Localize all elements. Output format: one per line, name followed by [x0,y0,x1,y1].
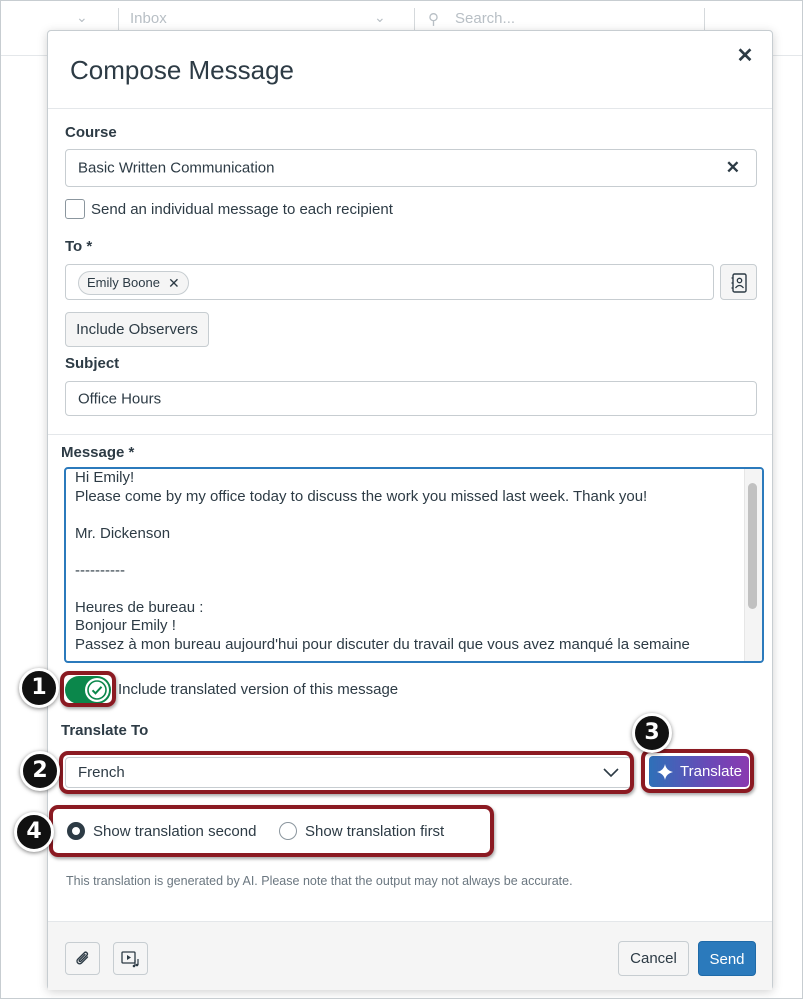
toggle-knob [85,678,109,702]
address-book-button[interactable] [720,264,757,300]
clear-icon[interactable]: ✕ [725,158,740,177]
course-value: Basic Written Communication [78,159,275,177]
subject-value: Office Hours [78,390,162,407]
checkmark-icon [85,678,109,702]
to-label: To * [65,238,93,255]
divider [704,8,705,30]
message-label: Message * [61,444,135,461]
show-translation-second-radio[interactable] [67,822,85,840]
language-value: French [78,764,125,781]
divider [414,8,415,30]
course-label: Course [65,124,117,141]
language-select[interactable] [65,757,632,788]
sparkle-icon [656,763,674,781]
modal-title: Compose Message [70,55,294,85]
message-scrollbar[interactable] [744,469,762,661]
recipients-input[interactable] [65,264,714,300]
show-translation-second-label: Show translation second [93,823,257,840]
include-observers-button[interactable]: Include Observers [65,312,209,347]
chevron-down-icon: ⌄ [76,9,88,25]
attach-file-button[interactable] [65,942,100,975]
recipient-name: Emily Boone [87,275,160,290]
callout-4: 4 [14,812,54,852]
message-textarea[interactable] [64,467,764,663]
modal-footer [48,921,772,990]
search-placeholder: Search... [455,10,516,27]
media-icon [120,949,142,969]
individual-message-checkbox[interactable] [65,199,85,219]
translate-button-label: Translate [680,763,742,780]
divider [48,434,772,435]
send-button[interactable]: Send [698,941,756,976]
show-translation-first-label: Show translation first [305,823,445,840]
close-icon[interactable]: ✕ [736,45,754,67]
callout-3: 3 [632,713,672,753]
chevron-down-icon: ⌄ [374,9,386,25]
compose-message-dialog [47,30,773,990]
subject-input[interactable] [65,381,757,416]
recipient-chip[interactable] [78,271,189,295]
translate-button[interactable] [649,756,749,787]
subject-label: Subject [65,355,120,372]
paperclip-icon [73,949,93,969]
callout-2: 2 [20,751,60,791]
course-select[interactable] [65,149,757,187]
chevron-down-icon [603,766,619,778]
translate-toggle[interactable] [65,676,111,704]
attach-media-button[interactable] [113,942,148,975]
modal-header [48,31,772,109]
translate-toggle-label: Include translated version of this message [118,681,399,698]
message-body: Hi Emily! Please come by my office today to discuss the work you missed last week. Thank you! Mr. Dickenson ---------- Heures de bureau : Bonjour Emily ! Passez à mon bureau aujourd'hui pour discuter du travail que vous avez manqué la semaine [75,469,690,653]
translate-to-label: Translate To [61,722,149,739]
address-book-icon [721,265,758,301]
scroll-thumb[interactable] [748,483,757,609]
cancel-button[interactable]: Cancel [618,941,689,976]
show-translation-first-radio[interactable] [279,822,297,840]
search-icon: ⚲ [428,11,439,28]
individual-message-label: Send an individual message to each recipient [91,201,393,218]
remove-recipient-icon[interactable]: ✕ [167,275,180,291]
callout-1: 1 [19,668,59,708]
ai-disclaimer: This translation is generated by AI. Please note that the output may not always be accurate. [66,874,573,888]
divider [118,8,119,30]
inbox-filter: Inbox [130,10,167,27]
